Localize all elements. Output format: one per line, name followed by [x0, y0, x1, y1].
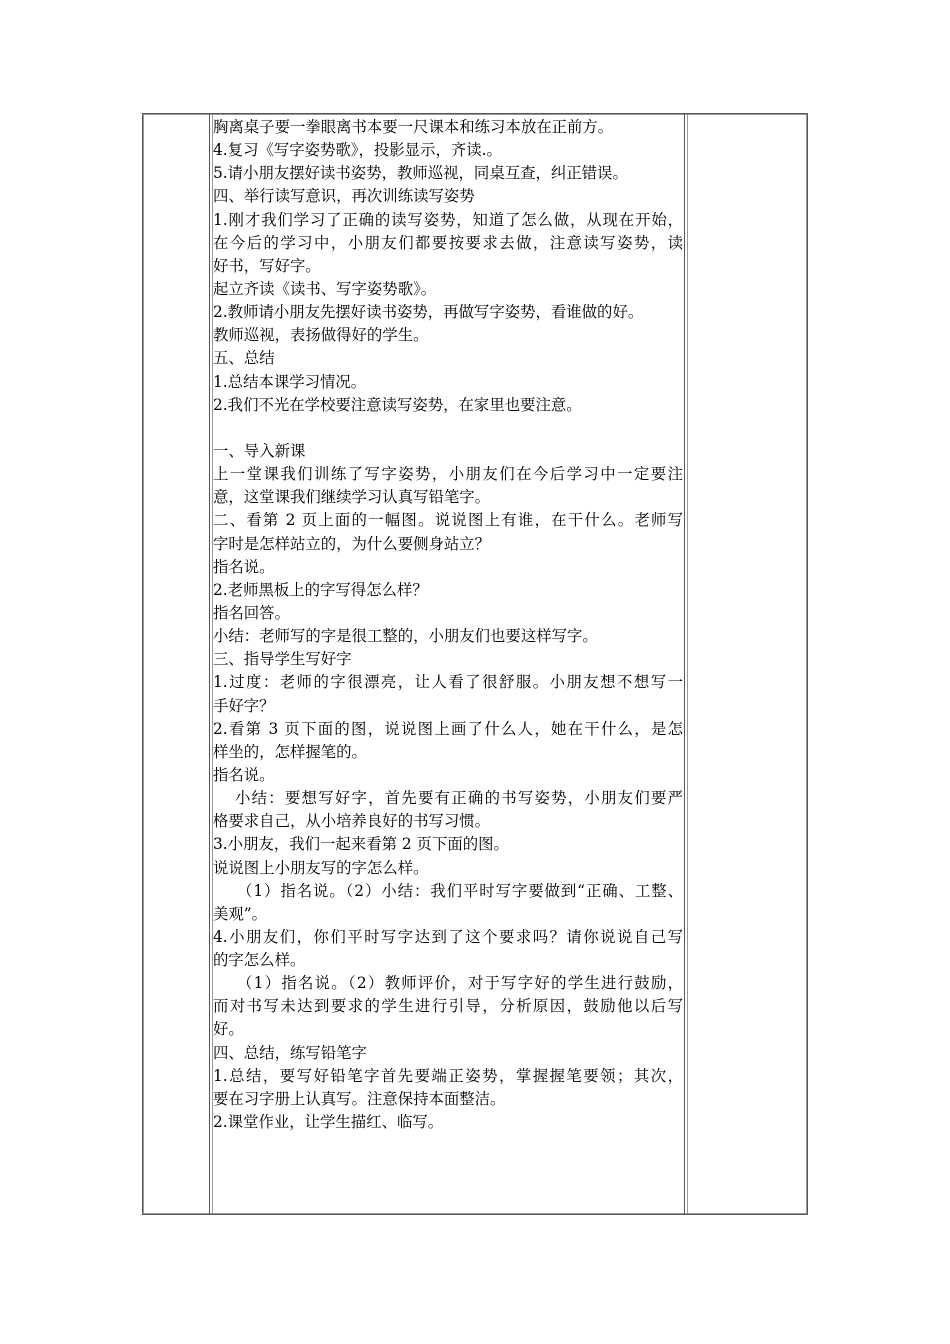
- text-line: 指名说。: [213, 765, 275, 784]
- text-line: 小结：要想写好字，首先要有正确的书写姿势，小朋友们要严: [235, 789, 683, 808]
- section-heading: 一、导入新课: [213, 441, 306, 460]
- text-line: 2.老师黑板上的字写得怎么样？: [213, 580, 428, 599]
- text-line: 1.总结，要写好铅笔字首先要端正姿势，掌握握笔要领；其次，: [213, 1066, 683, 1085]
- text-line: 1.过度：老师的字很漂亮，让人看了很舒服。小朋友想不想写一: [213, 673, 683, 692]
- text-line: （1）指名说。（2）教师评价，对于写字好的学生进行鼓励，: [237, 974, 683, 993]
- text-line: 指名回答。: [213, 603, 290, 622]
- text-line: 4.小朋友们，你们平时写字达到了这个要求吗？请你说说自己写: [213, 927, 683, 946]
- text-line: 2.看第 3 页下面的图，说说图上画了什么人，她在干什么，是怎: [213, 719, 683, 738]
- text-line: 小结：老师写的字是很工整的，小朋友们也要这样写字。: [213, 627, 598, 646]
- text-line: 胸离桌子要一拳眼离书本要一尺课本和练习本放在正前方。: [213, 118, 614, 136]
- text-line: 上一堂课我们训练了写字姿势，小朋友们在今后学习中一定要注: [213, 465, 683, 484]
- section-heading: 三、指导学生写好字: [213, 650, 352, 669]
- section-heading: 二、看第 2 页上面的一幅图。说说图上有谁，在干什么。老师写: [213, 511, 683, 530]
- text-line: 在今后的学习中，小朋友们都要按要求去做，注意读写姿势，读: [213, 233, 683, 252]
- text-line: （1）指名说。（2）小结：我们平时写字要做到“正确、工整、: [237, 881, 683, 900]
- text-line: 2.课堂作业，让学生描红、临写。: [213, 1113, 444, 1132]
- text-line: 意，这堂课我们继续学习认真写铅笔字。: [213, 488, 491, 507]
- text-line: 1.刚才我们学习了正确的读写姿势，知道了怎么做，从现在开始，: [213, 210, 683, 229]
- table-column-divider-right: [684, 114, 688, 1214]
- text-line: 样坐的，怎样握笔的。: [213, 742, 367, 761]
- text-line: 起立齐读《读书、写字姿势歌》。: [213, 279, 437, 298]
- text-line: 教师巡视，表扬做得好的学生。: [213, 326, 429, 345]
- text-line: 2.教师请小朋友先摆好读书姿势，再做写字姿势，看谁做的好。: [213, 303, 644, 322]
- text-line: 好书，写好字。: [213, 256, 321, 275]
- lesson-content-cell: [213, 116, 683, 1134]
- text-line: 3.小朋友，我们一起来看第 2 页下面的图。: [213, 835, 509, 854]
- text-line: 格要求自己，从小培养良好的书写习惯。: [213, 812, 491, 831]
- text-line: 而对书写未达到要求的学生进行引导，分析原因，鼓励他以后写: [213, 997, 683, 1016]
- section-heading: 四、举行读写意识，再次训练读写姿势: [213, 187, 475, 206]
- text-line: 字时是怎样站立的，为什么要侧身站立？: [213, 534, 491, 553]
- section-heading: 四、总结，练写铅笔字: [213, 1043, 367, 1062]
- text-line: 美观”。: [213, 904, 268, 923]
- text-line: 要在习字册上认真写。注意保持本面整洁。: [213, 1089, 506, 1108]
- text-line: 的字怎么样。: [213, 951, 306, 970]
- text-line: 好。: [213, 1020, 244, 1039]
- text-line: 指名说。: [213, 557, 275, 576]
- text-line: 4.复习《写字姿势歌》，投影显示，齐读.。: [213, 141, 502, 160]
- text-line: 5.请小朋友摆好读书姿势，教师巡视，同桌互查，纠正错误。: [213, 164, 628, 183]
- text-line: 2.我们不光在学校要注意读写姿势，在家里也要注意。: [213, 395, 582, 414]
- text-line: 说说图上小朋友写的字怎么样。: [213, 858, 429, 877]
- section-heading: 五、总结: [213, 349, 275, 368]
- text-line: 手好字？: [213, 696, 275, 715]
- blank-line: [213, 417, 683, 440]
- text-line: 1.总结本课学习情况。: [213, 372, 367, 391]
